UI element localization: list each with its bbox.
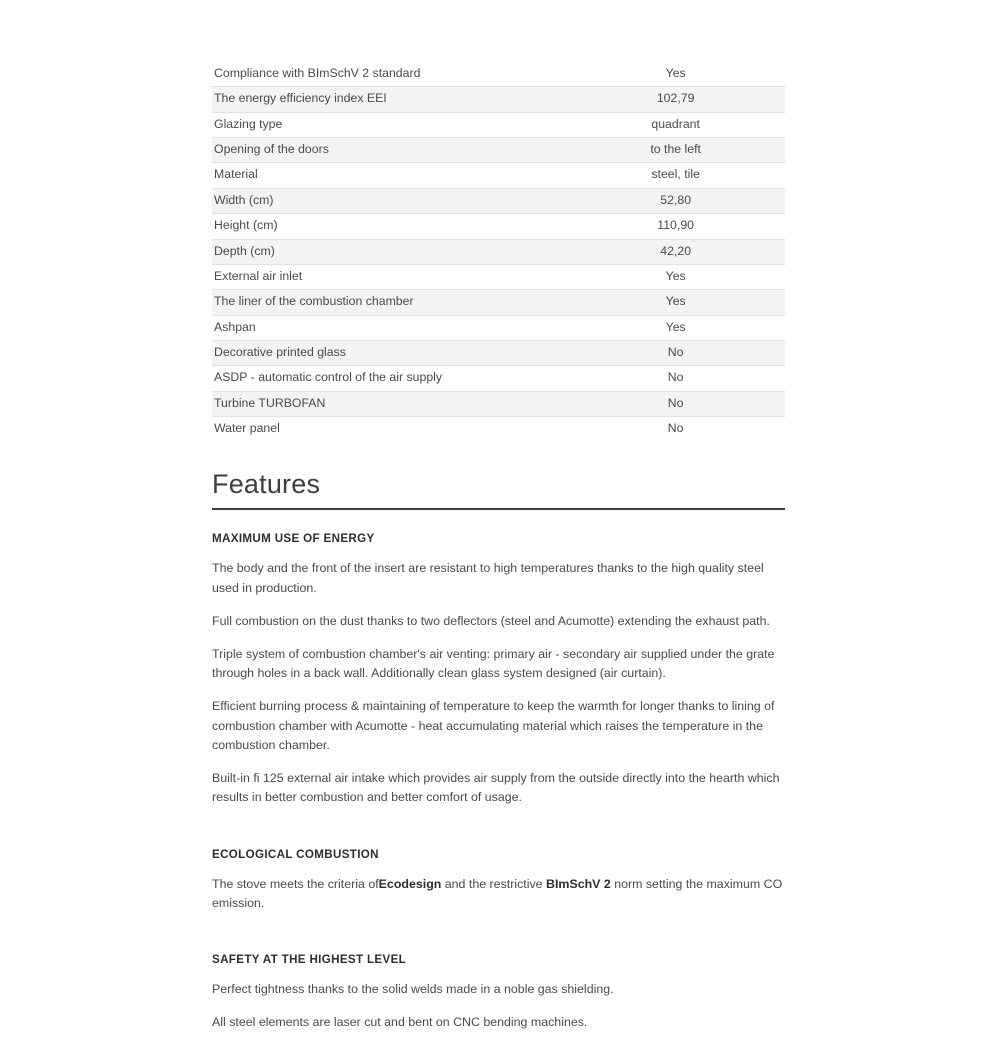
spec-label: ASDP - automatic control of the air supply <box>214 370 443 385</box>
paragraph: Triple system of combustion chamber's air venting: primary air - secondary air supplied under the grate through holes in a back wall. Additionally clean glass system designed (air curtain). <box>212 647 775 681</box>
table-row <box>212 315 785 340</box>
spec-label: Glazing type <box>214 116 283 131</box>
section-heading: SAFETY AT THE HIGHEST LEVEL <box>212 953 407 967</box>
table-row <box>212 340 785 365</box>
table-row <box>212 87 785 112</box>
spec-value: No <box>667 395 684 410</box>
table-row <box>212 239 785 264</box>
spec-value: 42,20 <box>660 243 692 258</box>
feature-section-safety <box>212 953 785 1032</box>
spec-label: Ashpan <box>214 319 256 334</box>
paragraph: Perfect tightness thanks to the solid welds made in a noble gas shielding. <box>212 982 614 997</box>
table-row <box>212 417 785 442</box>
table-row <box>212 264 785 289</box>
table-row <box>212 290 785 315</box>
spec-value: No <box>667 421 684 436</box>
spec-label: The energy efficiency index EEI <box>214 91 387 106</box>
text-bold-ecodesign: Ecodesign <box>378 876 442 891</box>
table-row <box>212 112 785 137</box>
table-row <box>212 366 785 391</box>
text-bold-bimschv: BImSchV 2 <box>546 876 611 891</box>
spec-value: Yes <box>665 268 686 283</box>
paragraph-rich <box>212 875 785 913</box>
paragraph: Full combustion on the dust thanks to two deflectors (steel and Acumotte) extending the exhaust path. <box>212 613 770 628</box>
spec-value: Yes <box>665 294 686 309</box>
spec-value: 102,79 <box>656 91 695 106</box>
spec-label: Turbine TURBOFAN <box>214 395 326 410</box>
document-page <box>212 62 785 1046</box>
text-part-1: The stove meets the criteria of <box>212 876 379 891</box>
spec-value: quadrant <box>651 116 700 131</box>
features-divider <box>212 508 785 510</box>
spec-value: to the left <box>650 142 701 157</box>
feature-section-ecological <box>212 848 785 913</box>
table-row <box>212 163 785 188</box>
table-row <box>212 188 785 213</box>
table-row <box>212 391 785 416</box>
table-row <box>212 138 785 163</box>
spec-label: Compliance with BImSchV 2 standard <box>214 66 421 80</box>
paragraph: The body and the front of the insert are resistant to high temperatures thanks to the high quality steel used in production. <box>212 561 764 595</box>
spec-value: 110,90 <box>657 218 694 233</box>
spec-label: Material <box>214 167 258 182</box>
table-row <box>212 214 785 239</box>
features-heading: Features <box>212 469 321 500</box>
spec-value: steel, tile <box>651 167 700 182</box>
spec-label: The liner of the combustion chamber <box>214 294 414 309</box>
spec-label: Width (cm) <box>214 192 274 207</box>
section-heading: MAXIMUM USE OF ENERGY <box>212 532 375 546</box>
paragraph: All steel elements are laser cut and bent on CNC bending machines. <box>212 1015 588 1030</box>
specification-table-body <box>212 62 785 441</box>
spec-value: 52,80 <box>660 192 692 207</box>
text-part-2: and the restrictive <box>441 876 547 891</box>
section-body <box>212 980 785 1032</box>
spec-label: Height (cm) <box>214 218 278 233</box>
spec-label: Decorative printed glass <box>214 344 346 359</box>
spec-value: Yes <box>665 319 686 334</box>
spec-label: Opening of the doors <box>214 142 329 157</box>
paragraph: Efficient burning process & maintaining of temperature to keep the warmth for longer thanks to lining of combustion chamber with Acumotte - heat accumulating material which raises the temperature in the combustion chamber. <box>212 699 775 752</box>
paragraph: Built-in fi 125 external air intake which provides air supply from the outside directly into the hearth which results in better combustion and better comfort of usage. <box>212 771 780 805</box>
section-heading: ECOLOGICAL COMBUSTION <box>212 847 379 861</box>
spec-label: Water panel <box>214 421 280 436</box>
section-body <box>212 559 785 807</box>
text-part-3: norm setting the maximum CO emission. <box>212 876 783 910</box>
spec-label: External air inlet <box>214 268 303 283</box>
section-body <box>212 875 785 913</box>
spec-value: Yes <box>665 66 686 80</box>
spec-value: No <box>667 370 684 385</box>
spec-value: No <box>667 344 684 359</box>
table-row <box>212 62 785 87</box>
spec-label: Depth (cm) <box>214 243 275 258</box>
feature-section-energy <box>212 532 785 807</box>
specification-table <box>212 62 785 441</box>
